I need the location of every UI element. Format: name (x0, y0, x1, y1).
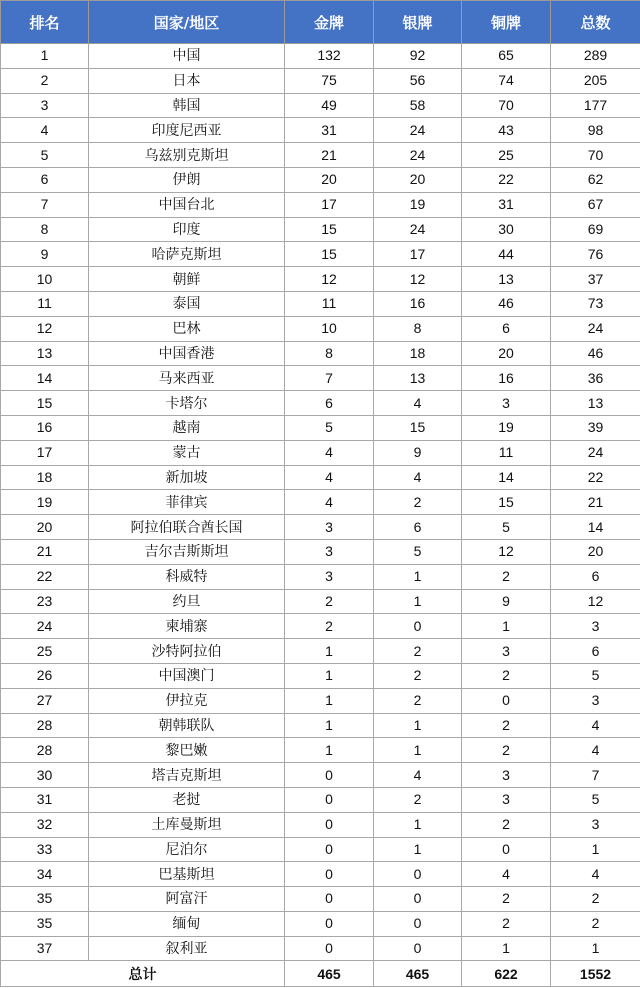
cell-total: 3 (551, 614, 640, 639)
cell-bronze: 6 (462, 316, 551, 341)
header-total: 总数 (551, 1, 640, 44)
cell-rank: 30 (1, 763, 89, 788)
cell-bronze: 12 (462, 539, 551, 564)
cell-gold: 12 (285, 267, 374, 292)
cell-bronze: 3 (462, 639, 551, 664)
cell-rank: 32 (1, 812, 89, 837)
cell-gold: 3 (285, 539, 374, 564)
cell-silver: 18 (374, 341, 462, 366)
cell-total: 1 (551, 837, 640, 862)
table-row (1, 167, 640, 192)
cell-rank: 21 (1, 539, 89, 564)
cell-bronze: 65 (462, 44, 551, 69)
cell-gold: 3 (285, 515, 374, 540)
cell-rank: 33 (1, 837, 89, 862)
cell-gold: 0 (285, 787, 374, 812)
cell-silver: 2 (374, 787, 462, 812)
cell-country: 阿拉伯联合酋长国 (89, 515, 285, 540)
cell-bronze: 13 (462, 267, 551, 292)
cell-gold: 4 (285, 440, 374, 465)
cell-bronze: 22 (462, 167, 551, 192)
cell-rank: 37 (1, 936, 89, 961)
cell-gold: 1 (285, 639, 374, 664)
cell-country: 巴基斯坦 (89, 862, 285, 887)
cell-silver: 8 (374, 316, 462, 341)
cell-gold: 15 (285, 217, 374, 242)
cell-country: 土库曼斯坦 (89, 812, 285, 837)
cell-bronze: 2 (462, 564, 551, 589)
cell-total: 177 (551, 93, 640, 118)
table-row (1, 440, 640, 465)
cell-country: 叙利亚 (89, 936, 285, 961)
cell-total: 22 (551, 465, 640, 490)
cell-country: 中国澳门 (89, 663, 285, 688)
table-row (1, 341, 640, 366)
cell-country: 中国 (89, 44, 285, 69)
cell-rank: 16 (1, 415, 89, 440)
cell-silver: 19 (374, 192, 462, 217)
cell-bronze: 46 (462, 291, 551, 316)
cell-silver: 1 (374, 738, 462, 763)
cell-rank: 6 (1, 167, 89, 192)
cell-silver: 15 (374, 415, 462, 440)
cell-total: 14 (551, 515, 640, 540)
table-row (1, 490, 640, 515)
table-footer (1, 961, 640, 987)
cell-country: 巴林 (89, 316, 285, 341)
cell-total: 2 (551, 887, 640, 912)
cell-rank: 14 (1, 366, 89, 391)
table-row (1, 515, 640, 540)
totals-label: 总计 (1, 961, 285, 987)
cell-gold: 4 (285, 465, 374, 490)
cell-bronze: 43 (462, 118, 551, 143)
cell-bronze: 4 (462, 862, 551, 887)
cell-rank: 22 (1, 564, 89, 589)
cell-bronze: 3 (462, 787, 551, 812)
cell-country: 尼泊尔 (89, 837, 285, 862)
table-row (1, 68, 640, 93)
cell-silver: 1 (374, 812, 462, 837)
cell-rank: 17 (1, 440, 89, 465)
cell-rank: 35 (1, 887, 89, 912)
cell-country: 卡塔尔 (89, 391, 285, 416)
table-row (1, 465, 640, 490)
cell-total: 46 (551, 341, 640, 366)
cell-country: 黎巴嫩 (89, 738, 285, 763)
cell-total: 76 (551, 242, 640, 267)
table-row (1, 267, 640, 292)
cell-bronze: 9 (462, 589, 551, 614)
cell-bronze: 2 (462, 911, 551, 936)
cell-bronze: 0 (462, 837, 551, 862)
cell-rank: 26 (1, 663, 89, 688)
cell-bronze: 44 (462, 242, 551, 267)
cell-total: 67 (551, 192, 640, 217)
cell-total: 3 (551, 688, 640, 713)
cell-country: 菲律宾 (89, 490, 285, 515)
cell-gold: 0 (285, 862, 374, 887)
cell-bronze: 2 (462, 663, 551, 688)
cell-rank: 24 (1, 614, 89, 639)
cell-country: 科威特 (89, 564, 285, 589)
table-body (1, 44, 640, 961)
table-row (1, 192, 640, 217)
cell-silver: 13 (374, 366, 462, 391)
cell-country: 朝鲜 (89, 267, 285, 292)
table-row (1, 366, 640, 391)
cell-total: 36 (551, 366, 640, 391)
cell-total: 24 (551, 440, 640, 465)
cell-rank: 23 (1, 589, 89, 614)
cell-rank: 12 (1, 316, 89, 341)
cell-total: 4 (551, 862, 640, 887)
totals-row (1, 961, 640, 987)
cell-silver: 24 (374, 217, 462, 242)
table-row (1, 614, 640, 639)
cell-total: 98 (551, 118, 640, 143)
cell-bronze: 31 (462, 192, 551, 217)
cell-silver: 0 (374, 614, 462, 639)
cell-silver: 92 (374, 44, 462, 69)
cell-silver: 16 (374, 291, 462, 316)
cell-gold: 132 (285, 44, 374, 69)
cell-bronze: 2 (462, 738, 551, 763)
cell-rank: 27 (1, 688, 89, 713)
cell-country: 泰国 (89, 291, 285, 316)
cell-country: 塔吉克斯坦 (89, 763, 285, 788)
cell-rank: 25 (1, 639, 89, 664)
header-row (1, 1, 640, 44)
table-row (1, 291, 640, 316)
cell-silver: 2 (374, 663, 462, 688)
cell-country: 柬埔寨 (89, 614, 285, 639)
cell-country: 印度尼西亚 (89, 118, 285, 143)
cell-gold: 10 (285, 316, 374, 341)
cell-total: 24 (551, 316, 640, 341)
table-row (1, 837, 640, 862)
cell-country: 中国香港 (89, 341, 285, 366)
cell-total: 4 (551, 713, 640, 738)
cell-bronze: 11 (462, 440, 551, 465)
cell-rank: 8 (1, 217, 89, 242)
totals-silver: 465 (374, 961, 462, 987)
cell-country: 吉尔吉斯斯坦 (89, 539, 285, 564)
table-row (1, 812, 640, 837)
cell-silver: 1 (374, 589, 462, 614)
cell-total: 20 (551, 539, 640, 564)
cell-silver: 0 (374, 936, 462, 961)
table-row (1, 911, 640, 936)
cell-gold: 3 (285, 564, 374, 589)
cell-silver: 4 (374, 391, 462, 416)
cell-silver: 0 (374, 862, 462, 887)
table-row (1, 639, 640, 664)
cell-gold: 20 (285, 167, 374, 192)
cell-silver: 1 (374, 564, 462, 589)
cell-silver: 4 (374, 763, 462, 788)
cell-gold: 49 (285, 93, 374, 118)
cell-silver: 20 (374, 167, 462, 192)
cell-rank: 15 (1, 391, 89, 416)
cell-country: 蒙古 (89, 440, 285, 465)
cell-rank: 19 (1, 490, 89, 515)
table-row (1, 688, 640, 713)
cell-rank: 35 (1, 911, 89, 936)
table-row (1, 415, 640, 440)
cell-rank: 1 (1, 44, 89, 69)
cell-silver: 17 (374, 242, 462, 267)
cell-gold: 75 (285, 68, 374, 93)
header-bronze: 铜牌 (462, 1, 551, 44)
cell-gold: 8 (285, 341, 374, 366)
cell-bronze: 15 (462, 490, 551, 515)
cell-country: 新加坡 (89, 465, 285, 490)
cell-total: 4 (551, 738, 640, 763)
header-silver: 银牌 (374, 1, 462, 44)
cell-bronze: 2 (462, 812, 551, 837)
cell-gold: 1 (285, 713, 374, 738)
header-country: 国家/地区 (89, 1, 285, 44)
table-row (1, 391, 640, 416)
cell-country: 印度 (89, 217, 285, 242)
cell-rank: 3 (1, 93, 89, 118)
cell-bronze: 74 (462, 68, 551, 93)
table-row (1, 589, 640, 614)
table-row (1, 93, 640, 118)
cell-rank: 28 (1, 713, 89, 738)
cell-gold: 0 (285, 887, 374, 912)
table-row (1, 217, 640, 242)
cell-total: 5 (551, 787, 640, 812)
totals-bronze: 622 (462, 961, 551, 987)
cell-gold: 1 (285, 738, 374, 763)
cell-bronze: 2 (462, 713, 551, 738)
cell-total: 7 (551, 763, 640, 788)
cell-rank: 13 (1, 341, 89, 366)
cell-total: 73 (551, 291, 640, 316)
cell-bronze: 1 (462, 614, 551, 639)
cell-gold: 5 (285, 415, 374, 440)
cell-rank: 34 (1, 862, 89, 887)
cell-country: 朝韩联队 (89, 713, 285, 738)
cell-gold: 2 (285, 614, 374, 639)
cell-country: 乌兹别克斯坦 (89, 143, 285, 168)
cell-silver: 9 (374, 440, 462, 465)
cell-total: 289 (551, 44, 640, 69)
cell-bronze: 25 (462, 143, 551, 168)
cell-bronze: 1 (462, 936, 551, 961)
cell-silver: 12 (374, 267, 462, 292)
table-row (1, 118, 640, 143)
cell-rank: 20 (1, 515, 89, 540)
cell-gold: 15 (285, 242, 374, 267)
cell-country: 马来西亚 (89, 366, 285, 391)
cell-country: 沙特阿拉伯 (89, 639, 285, 664)
cell-gold: 31 (285, 118, 374, 143)
cell-gold: 1 (285, 663, 374, 688)
cell-total: 69 (551, 217, 640, 242)
table-row (1, 663, 640, 688)
cell-rank: 31 (1, 787, 89, 812)
cell-total: 2 (551, 911, 640, 936)
header-rank: 排名 (1, 1, 89, 44)
cell-silver: 0 (374, 887, 462, 912)
cell-silver: 4 (374, 465, 462, 490)
cell-bronze: 3 (462, 391, 551, 416)
cell-bronze: 16 (462, 366, 551, 391)
cell-silver: 2 (374, 688, 462, 713)
cell-rank: 10 (1, 267, 89, 292)
cell-gold: 0 (285, 936, 374, 961)
cell-gold: 7 (285, 366, 374, 391)
table-row (1, 242, 640, 267)
cell-gold: 0 (285, 812, 374, 837)
cell-bronze: 20 (462, 341, 551, 366)
cell-silver: 56 (374, 68, 462, 93)
cell-country: 老挝 (89, 787, 285, 812)
cell-rank: 7 (1, 192, 89, 217)
cell-rank: 4 (1, 118, 89, 143)
cell-rank: 28 (1, 738, 89, 763)
cell-total: 1 (551, 936, 640, 961)
cell-gold: 11 (285, 291, 374, 316)
cell-gold: 1 (285, 688, 374, 713)
cell-silver: 5 (374, 539, 462, 564)
cell-gold: 6 (285, 391, 374, 416)
cell-bronze: 70 (462, 93, 551, 118)
cell-country: 日本 (89, 68, 285, 93)
cell-total: 37 (551, 267, 640, 292)
table-row (1, 539, 640, 564)
cell-total: 13 (551, 391, 640, 416)
cell-total: 5 (551, 663, 640, 688)
cell-bronze: 0 (462, 688, 551, 713)
table-row (1, 787, 640, 812)
cell-bronze: 3 (462, 763, 551, 788)
table-row (1, 887, 640, 912)
cell-total: 6 (551, 564, 640, 589)
cell-silver: 58 (374, 93, 462, 118)
cell-gold: 2 (285, 589, 374, 614)
cell-bronze: 2 (462, 887, 551, 912)
cell-silver: 24 (374, 118, 462, 143)
cell-country: 韩国 (89, 93, 285, 118)
cell-gold: 21 (285, 143, 374, 168)
cell-gold: 4 (285, 490, 374, 515)
cell-total: 39 (551, 415, 640, 440)
totals-total: 1552 (551, 961, 640, 987)
cell-silver: 2 (374, 639, 462, 664)
table-row (1, 44, 640, 69)
table-row (1, 713, 640, 738)
cell-country: 缅甸 (89, 911, 285, 936)
table-row (1, 143, 640, 168)
table-header (1, 1, 640, 44)
table-row (1, 738, 640, 763)
cell-silver: 1 (374, 837, 462, 862)
cell-country: 约旦 (89, 589, 285, 614)
cell-total: 6 (551, 639, 640, 664)
cell-rank: 18 (1, 465, 89, 490)
cell-gold: 0 (285, 911, 374, 936)
cell-rank: 5 (1, 143, 89, 168)
cell-rank: 9 (1, 242, 89, 267)
cell-bronze: 5 (462, 515, 551, 540)
cell-gold: 0 (285, 837, 374, 862)
cell-silver: 24 (374, 143, 462, 168)
cell-rank: 11 (1, 291, 89, 316)
cell-country: 中国台北 (89, 192, 285, 217)
header-gold: 金牌 (285, 1, 374, 44)
table-row (1, 763, 640, 788)
cell-bronze: 19 (462, 415, 551, 440)
cell-country: 哈萨克斯坦 (89, 242, 285, 267)
cell-gold: 0 (285, 763, 374, 788)
totals-gold: 465 (285, 961, 374, 987)
cell-bronze: 30 (462, 217, 551, 242)
cell-total: 70 (551, 143, 640, 168)
cell-rank: 2 (1, 68, 89, 93)
cell-country: 阿富汗 (89, 887, 285, 912)
cell-silver: 0 (374, 911, 462, 936)
table-row (1, 316, 640, 341)
table-row (1, 936, 640, 961)
cell-total: 205 (551, 68, 640, 93)
cell-country: 伊拉克 (89, 688, 285, 713)
cell-country: 伊朗 (89, 167, 285, 192)
cell-silver: 6 (374, 515, 462, 540)
cell-country: 越南 (89, 415, 285, 440)
cell-total: 21 (551, 490, 640, 515)
cell-total: 12 (551, 589, 640, 614)
cell-total: 3 (551, 812, 640, 837)
table-row (1, 564, 640, 589)
cell-silver: 1 (374, 713, 462, 738)
table-row (1, 862, 640, 887)
cell-gold: 17 (285, 192, 374, 217)
cell-bronze: 14 (462, 465, 551, 490)
cell-silver: 2 (374, 490, 462, 515)
cell-total: 62 (551, 167, 640, 192)
